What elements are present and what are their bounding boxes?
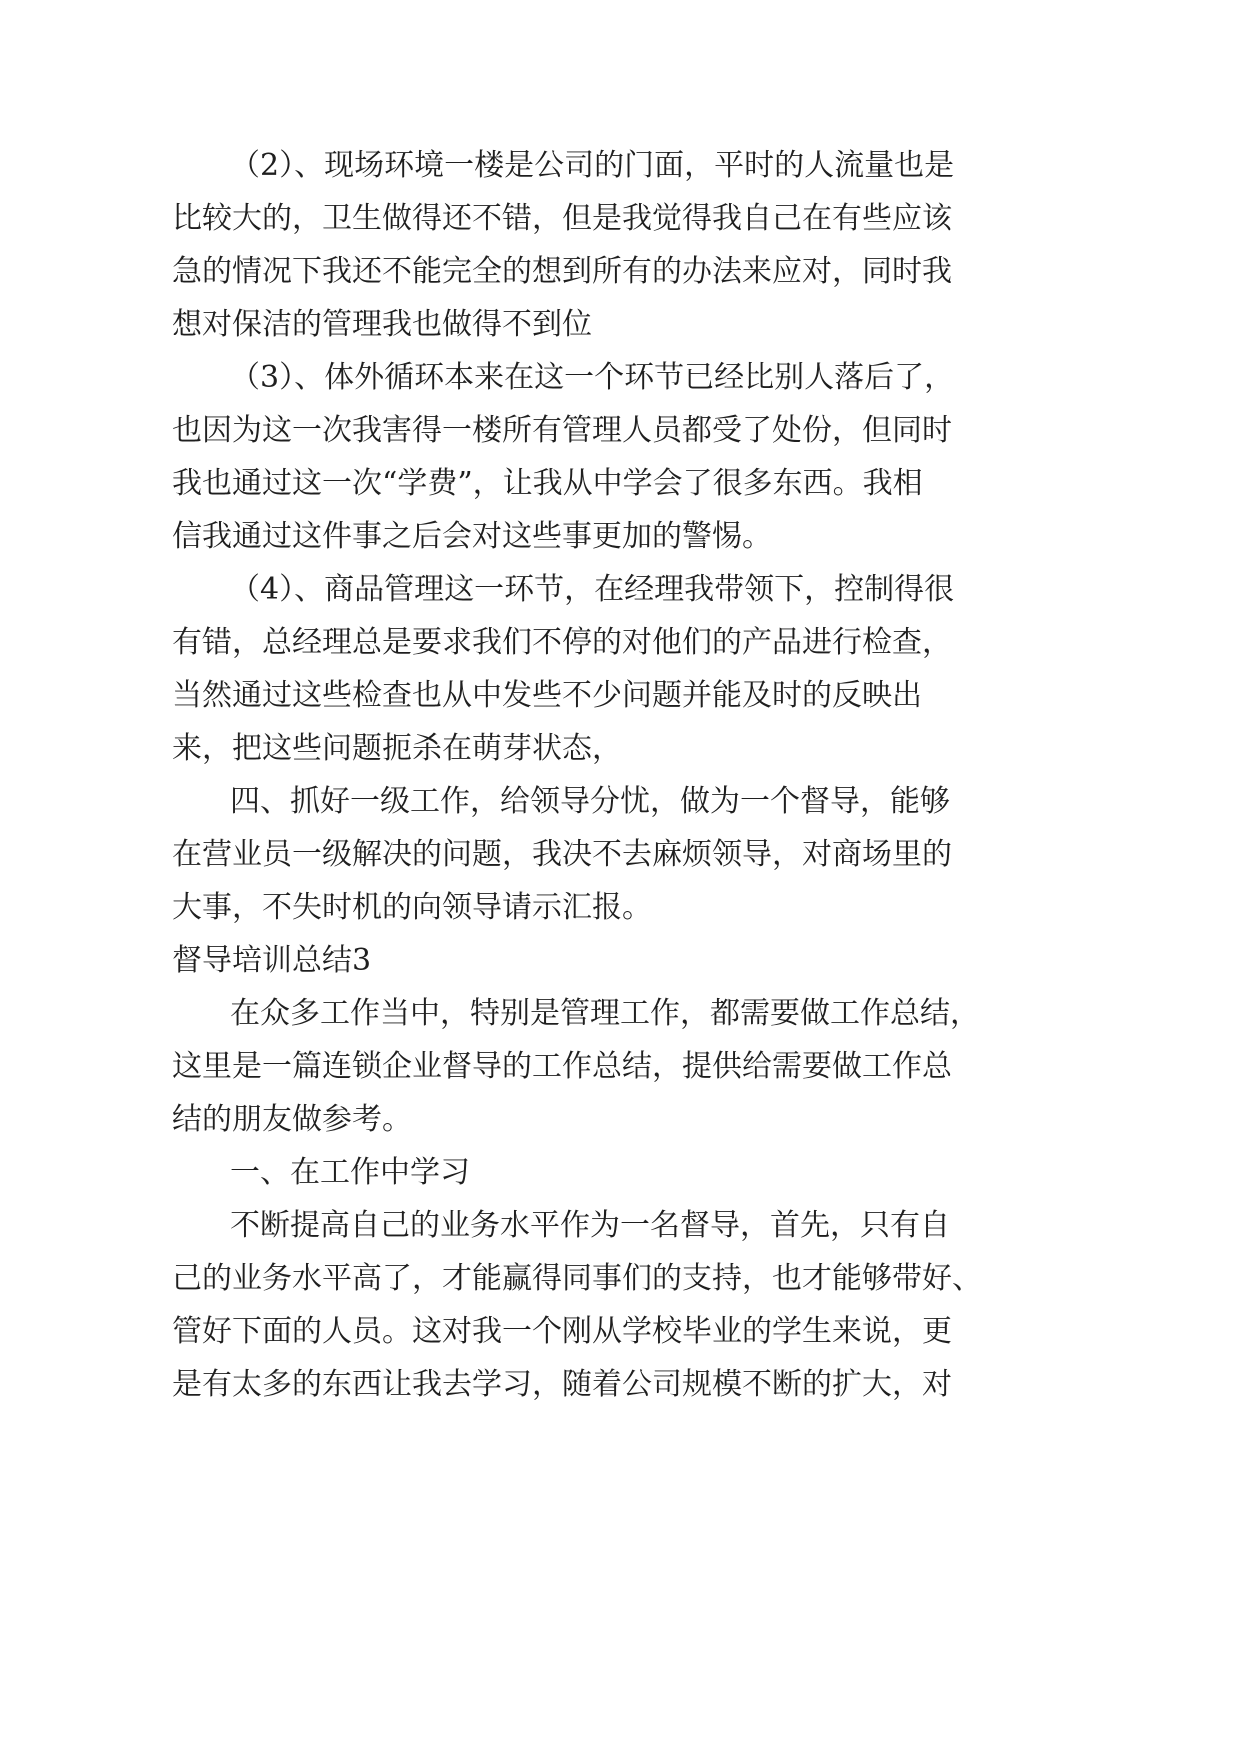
paragraph-line: 当然通过这些检查也从中发些不少问题并能及时的反映出	[172, 678, 922, 713]
paragraph-line: 来，把这些问题扼杀在萌芽状态，	[172, 731, 622, 766]
paragraph-line: 四、抓好一级工作，给领导分忧，做为一个督导，能够	[230, 784, 950, 819]
paragraph-line: 大事，不失时机的向领导请示汇报。	[172, 890, 652, 925]
paragraph-line: 在众多工作当中，特别是管理工作，都需要做工作总结，	[230, 996, 980, 1031]
paragraph-line: 这里是一篇连锁企业督导的工作总结，提供给需要做工作总	[172, 1049, 952, 1084]
paragraph-line: 管好下面的人员。这对我一个刚从学校毕业的学生来说，更	[172, 1314, 952, 1349]
paragraph-line: 比较大的，卫生做得还不错，但是我觉得我自己在有些应该	[172, 201, 952, 236]
paragraph-line: （3）、体外循环本来在这一个环节已经比别人落后了，	[230, 360, 955, 395]
section-heading: 督导培训总结3	[172, 943, 372, 978]
paragraph-line: （2）、现场环境一楼是公司的门面，平时的人流量也是	[230, 148, 955, 183]
paragraph-line: 结的朋友做参考。	[172, 1102, 412, 1137]
paragraph-line: 信我通过这件事之后会对这些事更加的警惕。	[172, 519, 772, 554]
paragraph-line: 有错，总经理总是要求我们不停的对他们的产品进行检查，	[172, 625, 952, 660]
paragraph-line: 不断提高自己的业务水平作为一名督导，首先，只有自	[230, 1208, 950, 1243]
paragraph-line: 想对保洁的管理我也做得不到位	[172, 307, 592, 342]
paragraph-line: （4）、商品管理这一环节，在经理我带领下，控制得很	[230, 572, 955, 607]
paragraph-line: 我也通过这一次“学费”，让我从中学会了很多东西。我相	[172, 466, 923, 501]
paragraph-line: 急的情况下我还不能完全的想到所有的办法来应对，同时我	[172, 254, 952, 289]
paragraph-line: 己的业务水平高了，才能赢得同事们的支持，也才能够带好、	[172, 1261, 982, 1296]
subsection-heading: 一、在工作中学习	[230, 1155, 470, 1190]
paragraph-line: 也因为这一次我害得一楼所有管理人员都受了处份，但同时	[172, 413, 952, 448]
paragraph-line: 在营业员一级解决的问题，我决不去麻烦领导，对商场里的	[172, 837, 952, 872]
paragraph-line: 是有太多的东西让我去学习，随着公司规模不断的扩大，对	[172, 1367, 952, 1402]
